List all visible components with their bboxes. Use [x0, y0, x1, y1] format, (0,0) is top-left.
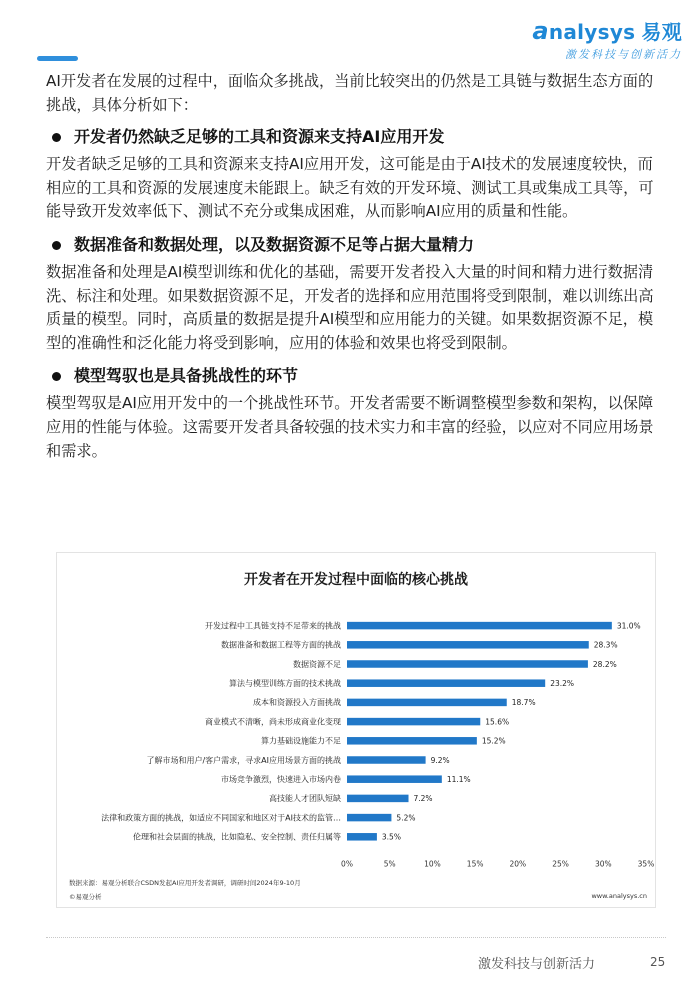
chart-title: 开发者在开发过程中面临的核心挑战	[244, 572, 468, 588]
bullet-icon	[52, 241, 61, 250]
value-label: 23.2%	[550, 679, 575, 688]
bullet-icon	[52, 133, 61, 142]
section-body-data: 数据准备和处理是AI模型训练和优化的基础，需要开发者投入大量的时间和精力进行数据清洗、标注和处理。如果数据资源不足，开发者的选择和应用范围将受到限制，难以训练出高质量的模型。同时，高质量的数据是提升AI模型和应用能力的关键。如果数据资源不足，模型的准确性和泛化能力将受到影响，应用的体验和效果也将受到限制。	[46, 262, 654, 352]
x-tick-label: 0%	[341, 859, 353, 869]
page-number: 25	[650, 955, 666, 969]
bar	[347, 775, 442, 783]
category-label: 算法与模型训练方面的技术挑战	[229, 679, 341, 688]
footer-divider	[46, 937, 666, 938]
section-heading-model: 模型驾驭也是具备挑战性的环节	[46, 364, 666, 388]
logo-tagline: 激发科技与创新活力	[565, 48, 682, 61]
bar	[347, 699, 507, 707]
brand-logo	[532, 16, 682, 62]
intro-paragraph: AI开发者在发展的过程中，面临众多挑战，当前比较突出的仍然是工具链与数据生态方面的挑战，具体分析如下：	[46, 72, 654, 114]
category-label: 伦理和社会层面的挑战，比如隐私、安全控制、责任归属等	[133, 832, 341, 842]
category-label: 商业模式不清晰，尚未形成商业化变现	[205, 717, 341, 727]
category-label: 算力基础设施能力不足	[261, 736, 341, 746]
category-label: 数据资源不足	[293, 659, 341, 669]
x-tick-label: 25%	[552, 859, 569, 869]
x-tick-label: 5%	[383, 859, 396, 869]
value-label: 15.6%	[485, 717, 510, 727]
header-accent-bar	[37, 56, 78, 61]
bar	[347, 833, 377, 841]
value-label: 3.5%	[381, 832, 401, 842]
section-heading-tools: 开发者仍然缺乏足够的工具和资源来支持AI应用开发	[46, 125, 666, 149]
category-label: 成本和资源投入方面挑战	[253, 698, 341, 708]
value-label: 5.2%	[396, 813, 416, 823]
bar	[347, 641, 589, 649]
bar	[347, 622, 612, 630]
bar	[347, 737, 477, 745]
x-tick-label: 10%	[424, 859, 441, 869]
x-tick-label: 30%	[594, 859, 612, 869]
chart-source: 数据来源：易观分析联合CSDN发起AI应用开发者调研，调研时间2024年9-10月	[69, 879, 301, 887]
bullet-icon	[52, 372, 61, 381]
chart-website: www.analysys.cn	[591, 892, 647, 900]
bar	[347, 814, 391, 822]
chart-copyright: ©易观分析	[69, 893, 102, 901]
report-body	[46, 70, 666, 463]
category-label: 市场竞争激烈，快速进入市场内卷	[221, 775, 341, 784]
value-label: 28.2%	[592, 659, 617, 669]
section-heading-data: 数据准备和数据处理，以及数据资源不足等占据大量精力	[46, 233, 666, 257]
value-label: 31.0%	[616, 621, 641, 631]
category-label: 数据准备和数据工程等方面的挑战	[221, 640, 341, 650]
value-label: 9.2%	[430, 755, 450, 765]
x-tick-label: 20%	[509, 859, 527, 869]
bar	[347, 718, 480, 726]
bar	[347, 679, 545, 687]
logo-wordmark: analysys 易观	[532, 17, 682, 45]
bar	[347, 795, 409, 803]
footer-tagline: 激发科技与创新活力	[478, 957, 596, 972]
value-label: 7.2%	[413, 794, 433, 804]
x-tick-label: 15%	[466, 859, 484, 869]
category-label: 高技能人才团队短缺	[269, 794, 341, 804]
chart-canvas	[57, 553, 655, 907]
value-label: 15.2%	[481, 736, 506, 746]
bar	[347, 660, 588, 668]
x-tick-label: 35%	[637, 859, 655, 869]
section-body-tools: 开发者缺乏足够的工具和资源来支持AI应用开发，这可能是由于AI技术的发展速度较快，而相应的工具和资源的发展速度未能跟上。缺乏有效的开发环境、测试工具或集成工具等，可能导致开发效率低下、测试不充分或集成困难，从而影响AI应用的质量和性能。	[46, 155, 654, 221]
value-label: 18.7%	[511, 698, 536, 708]
section-body-model: 模型驾驭是AI应用开发中的一个挑战性环节。开发者需要不断调整模型参数和架构，以保障应用的性能与体验。这需要开发者具备较强的技术实力和丰富的经验，以应对不同应用场景和需求。	[46, 394, 654, 460]
value-label: 11.1%	[446, 775, 471, 784]
bar	[347, 756, 426, 764]
challenges-bar-chart	[56, 552, 656, 908]
value-label: 28.3%	[593, 640, 618, 650]
category-label: 法律和政策方面的挑战，如适应不同国家和地区对于AI技术的监管…	[101, 813, 341, 823]
category-label: 了解市场和用户/客户需求，寻求AI应用场景方面的挑战	[146, 755, 341, 765]
category-label: 开发过程中工具链支持不足带来的挑战	[205, 621, 341, 631]
